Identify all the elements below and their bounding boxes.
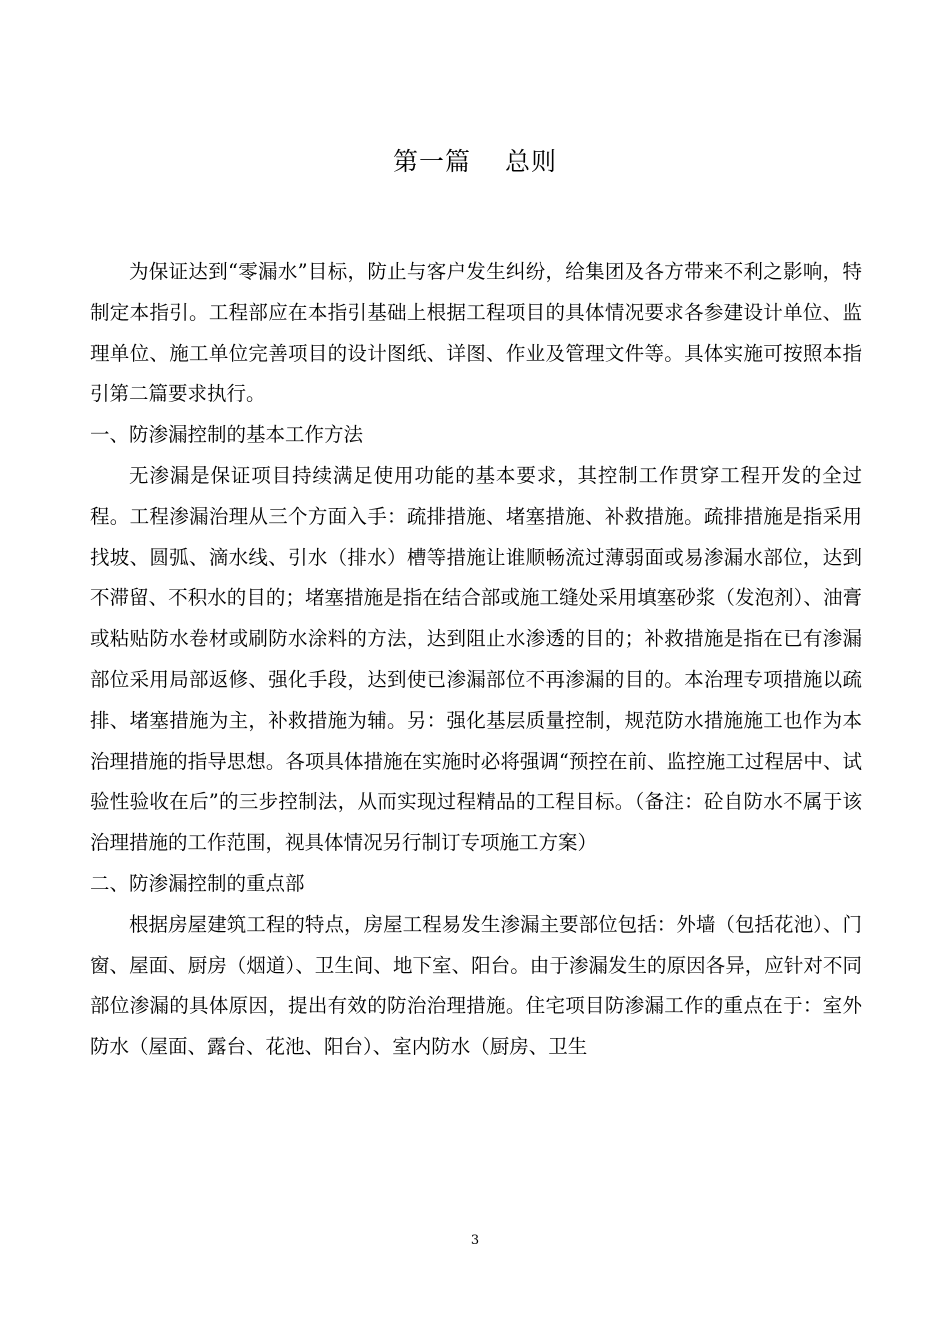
paragraph-intro: 为保证达到“零漏水”目标，防止与客户发生纠纷，给集团及各方带来不利之影响，特制定本指引。工程部应在本指引基础上根据工程项目的具体情况要求各参建设计单位、监理单位、施工单位完善项目的设计图纸、详图、作业及管理文件等。具体实施可按照本指引第二篇要求执行。 [90, 260, 862, 406]
page-title [0, 144, 950, 180]
paragraph-section-1: 无渗漏是保证项目持续满足使用功能的基本要求，其控制工作贯穿工程开发的全过程。工程渗漏治理从三个方面入手：疏排措施、堵塞措施、补救措施。疏排措施是指采用找坡、圆弧、滴水线、引水（排水）槽等措施让谁顺畅流过薄弱面或易渗漏水部位，达到不滞留、不积水的目的；堵塞措施是指在结合部或施工缝处采用填塞砂浆（发泡剂）、油膏或粘贴防水卷材或刷防水涂料的方法，达到阻止水渗透的目的；补救措施是指在已有渗漏部位采用局部返修、强化手段，达到使已渗漏部位不再渗漏的目的。本治理专项措施以疏排、堵塞措施为主，补救措施为辅。另：强化基层质量控制，规范防水措施施工也作为本治理措施的指导思想。各项具体措施在实施时必将强调“预控在前、监控施工过程居中、试验性验收在后”的三步控制法，从而实现过程精品的工程目标。（备注：砼自防水不属于该治理措施的工作范围，视具体情况另行制订专项施工方案） [90, 463, 862, 855]
title-part-2: 总则 [505, 147, 558, 176]
paragraph-section-2: 根据房屋建筑工程的特点，房屋工程易发生渗漏主要部位包括：外墙（包括花池）、门窗、屋面、厨房（烟道）、卫生间、地下室、阳台。由于渗漏发生的原因各异，应针对不同部位渗漏的具体原因，提出有效的防治治理措施。住宅项目防渗漏工作的重点在于：室外防水（屋面、露台、花池、阳台）、室内防水（厨房、卫生 [90, 912, 862, 1059]
document-body [90, 252, 862, 1068]
page-number: 3 [470, 1233, 480, 1248]
section-heading-2: 二、防渗漏控制的重点部 [90, 871, 305, 895]
title-part-1: 第一篇 [392, 147, 471, 176]
section-heading-1: 一、防渗漏控制的基本工作方法 [90, 423, 364, 447]
